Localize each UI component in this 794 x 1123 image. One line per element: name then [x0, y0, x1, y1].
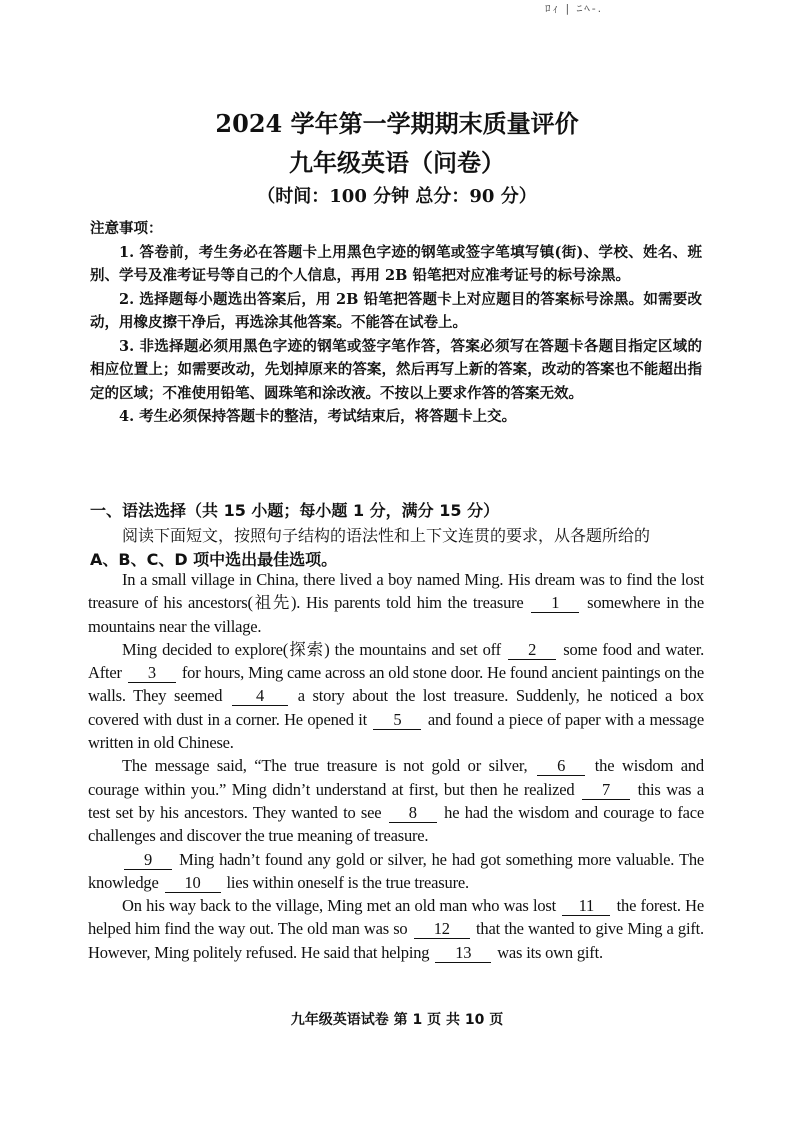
exam-subtitle: 九年级英语（问卷） — [289, 148, 505, 177]
answer-blank: 7 — [582, 781, 630, 800]
passage-text: the wisdom and courage within you.” Ming didn’t understand at first, but then he realized — [88, 756, 704, 799]
answer-blank: 12 — [414, 920, 470, 939]
note-item: 1. 答卷前，考生务必在答题卡上用黑色字迹的钢笔或签字笔填写镇(街)、学校、姓名、班别、学号及准考证号等自己的个人信息，再用 2B 铅笔把对应准考证号的标号涂黑。 — [90, 243, 702, 284]
passage-paragraph — [88, 638, 704, 754]
passage-text: and found a piece of paper with a message written in old Chinese. — [88, 709, 704, 753]
note-item: 3. 非选择题必须用黑色字迹的钢笔或签字笔作答，答案必须写在答题卡各题目指定区域的相应位置上；如需要改动，先划掉原来的答案，然后再写上新的答案，改动的答案也不能超出指定的区域；不准使用铅笔、圆珠笔和涂改液。不按以上要求作答的答案无效。 — [90, 337, 702, 402]
page-footer: 九年级英语试卷 第 1 页 共 10 页 — [290, 1012, 504, 1028]
passage-text: Ming hadn’t found any gold or silver, he had got something more valuable. The knowledge — [88, 849, 704, 892]
passage-text: that the wanted to give Ming a gift. However, Ming politely refused. He said that helping — [88, 919, 704, 962]
passage-text: some food and water. After — [88, 639, 704, 683]
passage-paragraph — [88, 754, 704, 847]
answer-blank: 1 — [531, 594, 579, 613]
passage-paragraph — [88, 894, 704, 964]
passage-text: he had the wisdom and courage to face challenges and discover the true meaning of treasure. — [88, 802, 704, 846]
answer-blank: 8 — [389, 804, 437, 823]
notes-block — [90, 217, 702, 429]
passage — [88, 568, 704, 964]
passage-text: was its own gift. — [497, 942, 603, 962]
passage-paragraph — [88, 848, 704, 895]
passage-text: for hours, Ming came across an old stone door. He found ancient paintings on the walls. They seemed — [88, 663, 704, 706]
answer-blank: 4 — [232, 687, 288, 706]
passage-text: On his way back to the village, Ming met an old man who was lost — [122, 896, 556, 916]
passage-text: The message said, “The true treasure is not gold or silver, — [122, 756, 528, 776]
answer-blank: 11 — [562, 897, 610, 916]
note-item: 2. 选择题每小题选出答案后，用 2B 铅笔把答题卡上对应题目的答案标号涂黑。如需要改动，用橡皮擦干净后，再选涂其他答案。不能答在试卷上。 — [90, 290, 702, 331]
section-instructions: 阅读下面短文，按照句子结构的语法性和上下文连贯的要求，从各题所给的 — [122, 526, 651, 545]
passage-text: lies within oneself is the true treasure. — [226, 872, 469, 892]
section-grammar — [90, 498, 704, 572]
passage-paragraph — [88, 568, 704, 638]
passage-text: this was a test set by his ancestors. They wanted to see — [88, 779, 704, 822]
answer-blank: 13 — [435, 944, 491, 963]
passage-text: the forest. He helped him find the way out. The old man was so — [88, 896, 704, 939]
answer-blank: 3 — [128, 664, 176, 683]
answer-blank: 9 — [124, 851, 172, 870]
exam-meta: （时间：100 分钟 总分：90 分） — [257, 186, 537, 207]
answer-blank: 5 — [373, 711, 421, 730]
passage-text: somewhere in the mountains near the village. — [88, 593, 704, 636]
passage-text: a story about the lost treasure. Suddenly, he noticed a box covered with dust in a corner. He opened it — [88, 686, 704, 729]
exam-title: 2024 学年第一学期期末质量评价 — [215, 109, 579, 138]
corner-mark: ﾛｨ | ﾆﾍ-. — [545, 2, 604, 15]
note-item: 4. 考生必须保持答题卡的整洁，考试结束后，将答题卡上交。 — [119, 408, 517, 425]
answer-blank: 2 — [508, 641, 556, 660]
passage-text: In a small village in China, there lived a boy named Ming. His dream was to find the lost treasure of his ancestors(祖先). His parents told him the treasure — [88, 570, 704, 613]
answer-blank: 6 — [537, 757, 585, 776]
passage-text: Ming decided to explore(探索) the mountains and set off — [122, 639, 501, 659]
section-instructions-options: A、B、C、D 项中选出最佳选项。 — [90, 550, 338, 569]
section-title: 一、语法选择（共 15 小题；每小题 1 分，满分 15 分） — [90, 501, 500, 520]
answer-blank: 10 — [165, 874, 221, 893]
notes-heading: 注意事项： — [90, 220, 163, 237]
